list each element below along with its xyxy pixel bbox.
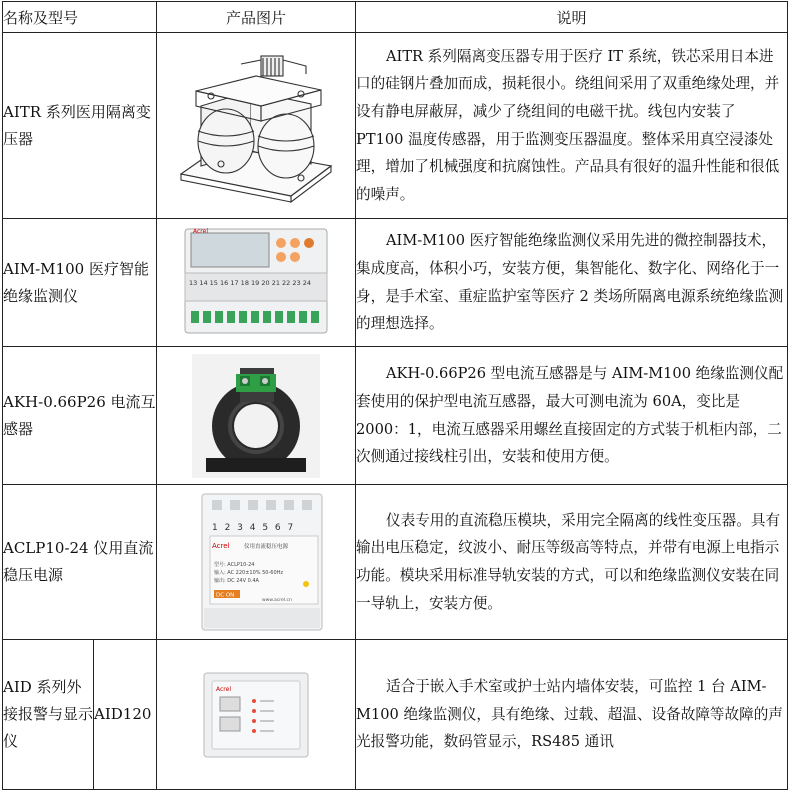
spec-line-2: 输入: AC 220±10% 50-60Hz bbox=[214, 570, 284, 576]
header-description: 说明 bbox=[356, 2, 788, 33]
product-description bbox=[356, 347, 788, 485]
product-name: AIM-M100 医疗智能绝缘监测仪 bbox=[3, 219, 157, 347]
alarm-display-image bbox=[202, 671, 310, 759]
product-image-cell bbox=[157, 219, 356, 347]
header-name-model: 名称及型号 bbox=[3, 2, 157, 33]
description-text: 适合于嵌入手术室或护士站内墙体安装，可监控 1 台 AIM-M100 绝缘监测仪，具有绝缘、过载、超温、设备故障等故障的声光报警功能，数码管显示，RS485 通讯 bbox=[356, 678, 783, 751]
product-label: 仪用直流稳压电源 bbox=[244, 544, 289, 550]
description-text: AIM-M100 医疗智能绝缘监测仪采用先进的微控制器技术，集成度高，体积小巧，安装方便，集智能化、数字化、网络化于一身，是手术室、重症监护室等医疗 2 类场所隔离电源系统绝缘监测的理想选择。 bbox=[356, 232, 784, 333]
monitor-image bbox=[181, 227, 331, 339]
description-text: AITR 系列隔离变压器专用于医疗 IT 系统，铁芯采用日本进口的硅钢片叠加而成，损耗很小。绕组间采用了双重绝缘处理，并设有静电屏蔽屏，减少了绕组间的电磁干扰。线包内安装了 PT100 温度传感器，用于监测变压器温度。整体采用真空浸漆处理，增加了机械强度和抗腐蚀性。产品具有很好的温升性能和很低的噪声。 bbox=[356, 47, 780, 203]
terminal-numbers: 1 2 3 4 5 6 7 bbox=[212, 523, 296, 533]
table-row bbox=[3, 33, 788, 219]
product-image-cell bbox=[157, 485, 356, 640]
transformer-image bbox=[171, 46, 341, 206]
spec-line-1: 型号: ACLP10-24 bbox=[214, 562, 255, 568]
product-image-cell bbox=[157, 347, 356, 485]
product-description bbox=[356, 485, 788, 640]
table-row bbox=[3, 219, 788, 347]
table-row bbox=[3, 640, 788, 790]
product-image-cell bbox=[157, 640, 356, 790]
current-transformer-image bbox=[192, 354, 320, 478]
description-text: AKH-0.66P26 型电流互感器是与 AIM-M100 绝缘监测仪配套使用的保护型电流互感器，最大可测电流为 60A，变比是 2000：1，电流互感器采用螺丝直接固定的方式装于机柜内部，二次侧通过接线柱引出，安装和使用方便。 bbox=[356, 365, 784, 466]
spec-line-3: 输出: DC 24V 0.4A bbox=[214, 578, 259, 584]
product-name: AITR 系列医用隔离变压器 bbox=[3, 33, 157, 219]
product-description bbox=[356, 33, 788, 219]
brand-label: Acrel bbox=[216, 685, 232, 693]
product-series-name: AID 系列外接报警与显示仪 bbox=[3, 640, 94, 790]
product-model: AID120 bbox=[94, 640, 157, 790]
terminal-numbers: 13 14 15 16 17 18 19 20 21 22 23 24 bbox=[189, 278, 311, 287]
table-header-row bbox=[3, 2, 788, 33]
table-row bbox=[3, 485, 788, 640]
brand-label: Acrel bbox=[193, 227, 209, 235]
product-description bbox=[356, 219, 788, 347]
brand-label: Acrel bbox=[212, 542, 230, 550]
table-row bbox=[3, 347, 788, 485]
description-text: 仪表专用的直流稳压模块，采用完全隔离的线性变压器。具有输出电压稳定，纹波小、耐压等级高等特点，并带有电源上电指示功能。模块采用标准导轨安装的方式，可以和绝缘监测仪安装在同一导轨上，安装方便。 bbox=[356, 511, 781, 612]
product-description bbox=[356, 640, 788, 790]
header-product-image: 产品图片 bbox=[157, 2, 356, 33]
dc-on-badge: DC ON bbox=[216, 592, 235, 599]
product-name: AKH-0.66P26 电流互感器 bbox=[3, 347, 157, 485]
website-label: www.acrel.cn bbox=[262, 598, 292, 603]
product-name: ACLP10-24 仪用直流稳压电源 bbox=[3, 485, 157, 640]
power-supply-image bbox=[182, 490, 330, 634]
product-image-cell bbox=[157, 33, 356, 219]
product-table bbox=[2, 1, 788, 790]
